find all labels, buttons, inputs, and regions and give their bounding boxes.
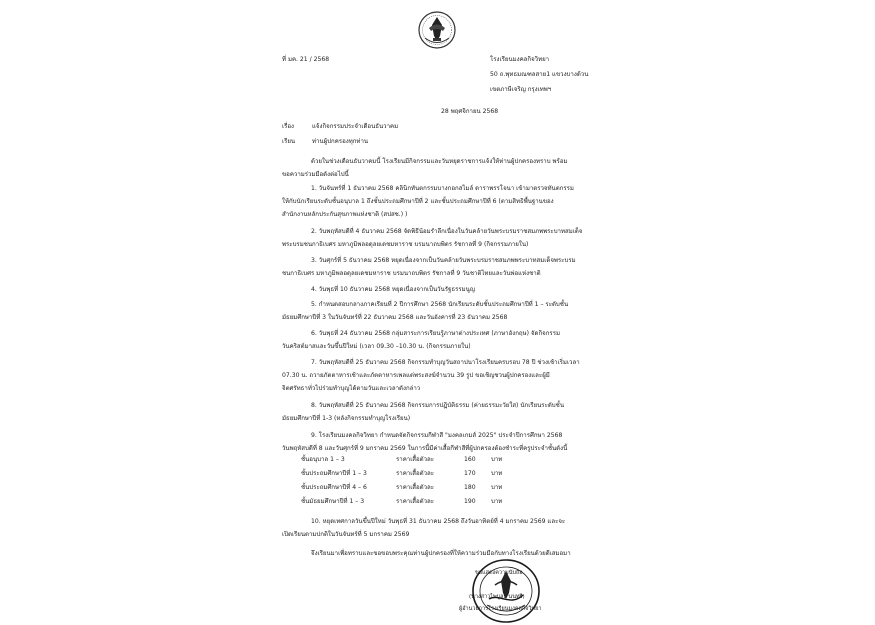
list-item: 1. วันจันทร์ที่ 1 ธันวาคม 2568 คลินิกทันตกรรมบางกอกสไมล์ ดาราพรรโจนา เข้ามาตรวจทันตกรรม <box>311 185 574 192</box>
list-item: ชนกาธิเบศร มหาภูมิพลอดุลยเดชมหาราช บรมนาถบพิตร รัชกาลที่ 9 วันชาติไทยและวันพ่อแห่งชาติ <box>282 270 541 277</box>
price-level: ชั้นประถมศึกษาปีที่ 4 – 6 <box>301 484 367 491</box>
school-address-line: เขตภาษีเจริญ กรุงเทพฯ <box>490 86 552 93</box>
price-label: ราคาเสื้อตัวละ <box>396 456 435 463</box>
list-item: 4. วันพุธที่ 10 ธันวาคม 2568 หยุดเนื่องจากเป็นวันรัฐธรรมนูญ <box>311 286 476 293</box>
signature-closing: ขอแสดงความนับถือ <box>475 570 523 576</box>
price-row <box>301 469 521 483</box>
price-unit: บาท <box>491 498 503 505</box>
price-level: ชั้นประถมศึกษาปีที่ 1 – 3 <box>301 470 367 477</box>
signatory-position: ผู้อำนวยการโรงเรียนมงคลกิจวิทยา <box>459 606 542 612</box>
price-value: 190 <box>464 498 476 505</box>
price-label: ราคาเสื้อตัวละ <box>396 498 435 505</box>
shirt-price-table <box>301 455 521 511</box>
price-row <box>301 483 521 497</box>
list-item: เปิดเรียนตามปกติในวันจันทร์ที่ 5 มกราคม 2569 <box>282 531 410 538</box>
recipient-text: ท่านผู้ปกครองทุกท่าน <box>312 138 369 145</box>
school-address-line: 50 ถ.พุทธมณฑลสาย1 แขวงบางด้วน <box>490 71 589 78</box>
list-item: ให้กับนักเรียนระดับชั้นอนุบาล 1 ถึงชั้นประถมศึกษาปีที่ 2 และชั้นประถมศึกษาปีที่ 6 (ตามสิทธิพื้นฐานของ <box>282 198 554 205</box>
list-item: 8. วันพฤหัสบดีที่ 25 ธันวาคม 2568 กิจกรรมการปฏิบัติธรรม (ค่ายธรรมะวัยใส) นักเรียนระดับชั้น <box>311 402 564 409</box>
list-item: 2. วันพฤหัสบดีที่ 4 ธันวาคม 2568 จัดพิธีน้อมรำลึกเนื่องในวันคล้ายวันพระบรมราชสมภพพระบาทสมเด็จ <box>311 228 583 235</box>
price-level: ชั้นอนุบาล 1 – 3 <box>301 456 345 463</box>
list-item: 07.30 น. ถวายภัตตาหารเช้าและภัตตาหารเพลแด่พระสงฆ์จำนวน 39 รูป ขอเชิญชวนผู้ปกครองและผู้มี <box>282 372 550 379</box>
subject-text: แจ้งกิจกรรมประจำเดือนธันวาคม <box>312 123 399 130</box>
list-item: 7. วันพฤหัสบดีที่ 25 ธันวาคม 2568 กิจกรรมทำบุญวันสถาปนาโรงเรียนครบรอบ 78 ปี ช่วงเช้าเริ่มเวลา <box>311 359 580 366</box>
list-item: 3. วันศุกร์ที่ 5 ธันวาคม 2568 หยุดเนื่องจากเป็นวันคล้ายวันพระบรมราชสมภพพระบาทสมเด็จพระบรม <box>311 257 576 264</box>
reference-number: ที่ มค. 21 / 2568 <box>282 56 330 63</box>
price-value: 180 <box>464 484 476 491</box>
school-emblem-icon <box>417 10 457 50</box>
list-item: จิตศรัทธาทั่วไปร่วมทำบุญได้ตามวันและเวลาดังกล่าว <box>282 385 421 392</box>
price-label: ราคาเสื้อตัวละ <box>396 470 435 477</box>
letter-date: 28 พฤศจิกายน 2568 <box>441 108 499 115</box>
recipient-label: เรียน <box>282 138 296 145</box>
intro-paragraph: ขอความร่วมมือดังต่อไปนี้ <box>282 171 349 178</box>
price-unit: บาท <box>491 484 503 491</box>
price-row <box>301 455 521 469</box>
intro-paragraph: ด้วยในช่วงเดือนธันวาคมนี้ โรงเรียนมีกิจกรรมและวันหยุดราชการแจ้งให้ท่านผู้ปกครองทราบ พร้อม <box>311 158 568 165</box>
price-value: 170 <box>464 470 476 477</box>
list-item: 10. หยุดเทศกาลวันขึ้นปีใหม่ วันพุธที่ 31 ธันวาคม 2568 ถึงวันอาทิตย์ที่ 4 มกราคม 2569 และจะ <box>311 518 566 525</box>
list-item: วันคริสต์มาสและวันขึ้นปีใหม่ (เวลา 09.30 –10.30 น. (กิจกรรมภายใน) <box>282 343 471 350</box>
subject-label: เรื่อง <box>282 123 294 130</box>
price-value: 160 <box>464 456 476 463</box>
price-label: ราคาเสื้อตัวละ <box>396 484 435 491</box>
letter-page <box>237 0 637 625</box>
closing-paragraph: จึงเรียนมาเพื่อทราบและขอขอบพระคุณท่านผู้ปกครองที่ให้ความร่วมมือกับทางโรงเรียนด้วยดีเสมอมา <box>311 550 571 557</box>
price-level: ชั้นมัธยมศึกษาปีที่ 1 – 3 <box>301 498 365 505</box>
list-item: พระบรมชนกาธิเบศร มหาภูมิพลอดุลยเดชมหาราช บรมนาถบพิตร รัชกาลที่ 9 (กิจกรรมภายใน) <box>282 241 529 248</box>
list-item: 9. โรงเรียนมงคลกิจวิทยา กำหนดจัดกิจกรรมกีฬาสี "มงคลเกมส์ 2025" ประจำปีการศึกษา 2568 <box>311 432 563 439</box>
list-item: 6. วันพุธที่ 24 ธันวาคม 2568 กลุ่มสาระการเรียนรู้ภาษาต่างประเทศ (ภาษาอังกฤษ) จัดกิจกรรม <box>311 330 560 337</box>
school-name: โรงเรียนมงคลกิจวิทยา <box>490 56 550 63</box>
list-item: 5. กำหนดสอบกลางภาคเรียนที่ 2 ปีการศึกษา 2568 นักเรียนระดับชั้นประถมศึกษาปีที่ 1 – ระดับชั้น <box>311 301 569 308</box>
price-unit: บาท <box>491 470 503 477</box>
list-item: มัธยมศึกษาปีที่ 1-3 (หลังกิจกรรมทำบุญโรงเรียน) <box>282 415 411 422</box>
signatory-name: (นางสาวไพบูลย์ นนทรี) <box>469 594 525 600</box>
list-item: สำนักงานหลักประกันสุขภาพแห่งชาติ (สปสช.) ) <box>282 211 408 218</box>
price-unit: บาท <box>491 456 503 463</box>
list-item: วันพฤหัสบดีที่ 8 และวันศุกร์ที่ 9 มกราคม 2569 ในการนี้มีค่าเสื้อกีฬาสีที่ผู้ปกครองต้องชำระที่ครูประจำชั้นดังนี้ <box>282 445 568 452</box>
price-row <box>301 497 521 511</box>
list-item: มัธยมศึกษาปีที่ 3 ในวันจันทร์ที่ 22 ธันวาคม 2568 และวันอังคารที่ 23 ธันวาคม 2568 <box>282 314 508 321</box>
official-stamp-icon <box>459 555 553 625</box>
